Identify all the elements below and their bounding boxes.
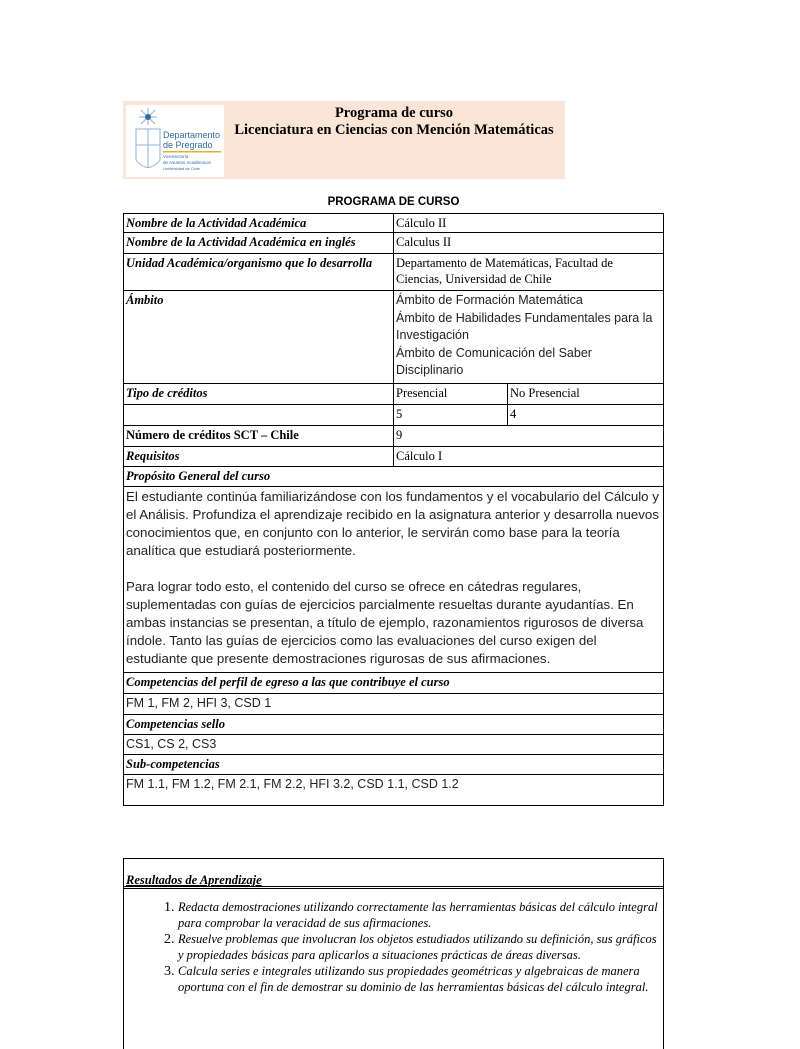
value-sct: 9 bbox=[394, 426, 664, 447]
proposito-paragraph: El estudiante continúa familiarizándose con los fundamentos y el vocabulario del Cálculo y el Análisis. Profundiza el aprendizaje recibido en la asignatura anterior y desarrolla nuevos conocimientos que, en conjunto con lo anterior, le servirán como base para la teoría analítica que estudiará posteriormente. bbox=[126, 489, 659, 558]
label-sub: Sub-competencias bbox=[124, 755, 664, 775]
resultado-item: 1. Redacta demostraciones utilizando correctamente las herramientas básicas del cálculo integral para comprobar la veracidad de sus afirmaciones. bbox=[178, 899, 663, 931]
value-unidad: Departamento de Matemáticas, Facultad de Ciencias, Universidad de Chile bbox=[394, 254, 664, 291]
value-ambito bbox=[394, 291, 664, 384]
university-logo bbox=[126, 105, 224, 177]
header-title bbox=[223, 105, 565, 139]
label-unidad: Unidad Académica/organismo que lo desarrolla bbox=[124, 254, 394, 291]
svg-text:Departamento: Departamento bbox=[163, 130, 221, 140]
value-sello: CS1, CS 2, CS3 bbox=[124, 734, 664, 755]
no-presencial-value: 4 bbox=[508, 405, 664, 426]
label-nombre: Nombre de la Actividad Académica bbox=[124, 214, 394, 233]
presencial-header: Presencial bbox=[394, 384, 508, 405]
label-proposito: Propósito General del curso bbox=[124, 467, 664, 487]
label-sct: Número de créditos SCT – Chile bbox=[124, 426, 394, 447]
title-line-1: Programa de curso bbox=[334, 105, 454, 121]
svg-text:de Asuntos Académicos: de Asuntos Académicos bbox=[163, 160, 211, 165]
value-nombre: Cálculo II bbox=[394, 214, 664, 233]
ambito-item: Ámbito de Habilidades Fundamentales para la Investigación bbox=[396, 310, 653, 342]
svg-text:Universidad de Chile: Universidad de Chile bbox=[163, 166, 200, 171]
label-competencias: Competencias del perfil de egreso a las que contribuye el curso bbox=[124, 673, 664, 694]
empty-cell bbox=[124, 405, 394, 426]
label-nombre-en: Nombre de la Actividad Académica en inglés bbox=[124, 233, 394, 254]
ambito-item: Ámbito de Formación Matemática bbox=[396, 293, 583, 307]
value-proposito bbox=[124, 487, 664, 673]
label-requisitos: Requisitos bbox=[124, 447, 394, 467]
title-line-2: Licenciatura en Ciencias con Mención Matemáticas bbox=[234, 122, 554, 138]
svg-text:de Pregrado: de Pregrado bbox=[163, 140, 213, 150]
svg-text:Vicerrectoría: Vicerrectoría bbox=[163, 154, 189, 159]
value-nombre-en: Calculus II bbox=[394, 233, 664, 254]
presencial-value: 5 bbox=[394, 405, 508, 426]
program-title: PROGRAMA DE CURSO bbox=[327, 196, 460, 208]
resultados-list bbox=[124, 899, 663, 995]
document-header bbox=[123, 101, 565, 179]
label-sello: Competencias sello bbox=[124, 714, 664, 734]
resultados-table bbox=[123, 858, 664, 1049]
value-requisitos: Cálculo I bbox=[394, 447, 664, 467]
label-ambito: Ámbito bbox=[124, 291, 394, 384]
label-resultados: Resultados de Aprendizaje bbox=[124, 859, 663, 889]
proposito-paragraph: Para lograr todo esto, el contenido del curso se ofrece en cátedras regulares, suplementadas con guías de ejercicios parcialmente resueltas durante ayudantías. En ambas instancias se presentan, a título de ejemplo, razonamientos rigurosos de diversa índole. Tanto las guías de ejercicios como las evaluaciones del curso exigen del estudiante que presente demostraciones rigurosas de sus afirmaciones. bbox=[126, 579, 644, 666]
no-presencial-header: No Presencial bbox=[508, 384, 664, 405]
ambito-item: Ámbito de Comunicación del Saber Disciplinario bbox=[396, 345, 592, 377]
label-tipo: Tipo de créditos bbox=[124, 384, 394, 405]
resultado-item: 2. Resuelve problemas que involucran los objetos estudiados utilizando su definición, sus gráficos y propiedades básicas para aplicarlos a situaciones prácticas de áreas diversas. bbox=[178, 931, 663, 963]
resultado-item: 3. Calcula series e integrales utilizando sus propiedades geométricas y algebraicas de manera oportuna con el fin de demostrar su dominio de las herramientas básicas del cálculo integral. bbox=[178, 963, 663, 995]
value-competencias: FM 1, FM 2, HFI 3, CSD 1 bbox=[124, 694, 664, 715]
course-info-table bbox=[123, 213, 664, 806]
value-sub: FM 1.1, FM 1.2, FM 2.1, FM 2.2, HFI 3.2, CSD 1.1, CSD 1.2 bbox=[124, 775, 664, 806]
